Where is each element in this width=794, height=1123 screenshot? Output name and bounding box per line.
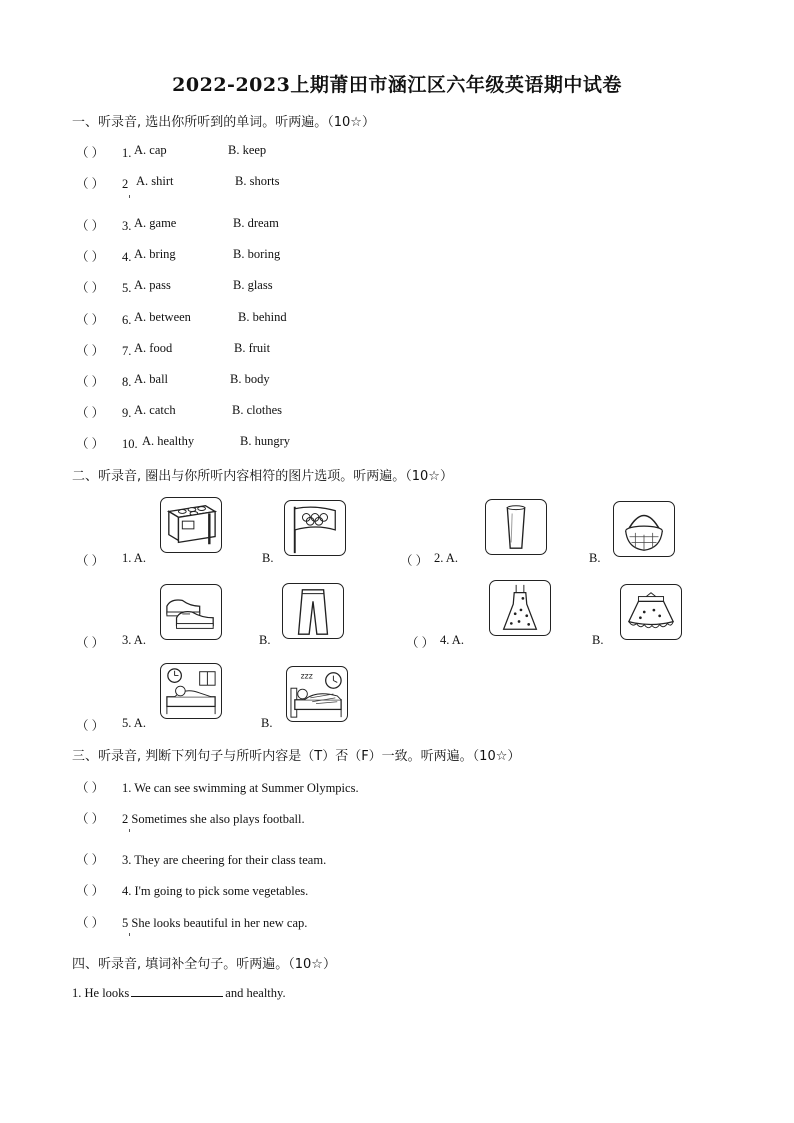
option-a: A. game	[134, 216, 177, 230]
option-b: B. body	[230, 372, 270, 386]
divider	[129, 195, 130, 198]
section1-heading: 一、听录音, 选出你所听到的单词。听两遍。（10☆）	[72, 115, 375, 130]
option-b: B. hungry	[240, 434, 290, 448]
olympic-flag-icon	[284, 500, 346, 556]
list-item: （ ） 9. A. catch B. clothes	[76, 403, 282, 420]
waking-up-icon	[160, 663, 222, 719]
list-item: （ ） 1. A.	[76, 551, 146, 568]
list-item: （ ） 5 She looks beautiful in her new cap.	[76, 916, 308, 930]
option-b: B. dream	[233, 216, 279, 230]
list-item: （ ） 2. A.	[400, 551, 458, 568]
option-b-label: B.	[262, 551, 274, 565]
list-item: （ ） 10. A. healthy B. hungry	[76, 434, 290, 451]
option-a: A. catch	[134, 403, 176, 417]
option-a: A. cap	[134, 143, 167, 157]
option-b-label: B.	[259, 633, 271, 647]
option-b-label: B.	[261, 716, 273, 730]
trousers-icon	[282, 583, 344, 639]
option-b: B. fruit	[234, 341, 271, 355]
section4-heading: 四、听录音, 填词补全句子。听两遍。（10☆）	[72, 957, 336, 972]
dress-icon	[489, 580, 551, 636]
option-b-label: B.	[592, 633, 604, 647]
option-a: A. pass	[134, 278, 171, 292]
page-title: 2022-2023上期莆田市涵江区六年级英语期中试卷	[172, 74, 622, 96]
option-a: A. bring	[134, 247, 176, 261]
divider	[129, 933, 130, 936]
option-b: B. glass	[233, 278, 273, 292]
list-item: （ ） 7. A. food B. fruit	[76, 341, 271, 358]
list-item: （ ） 5. A.	[76, 716, 146, 733]
option-a: A. healthy	[142, 434, 195, 448]
sleeping-icon	[286, 666, 348, 722]
fill-in-sentence: 1. He looks and healthy.	[72, 986, 286, 1000]
divider	[129, 829, 130, 832]
skirt-icon	[620, 584, 682, 640]
option-a: A. between	[134, 310, 191, 324]
list-item: （ ） 3. They are cheering for their class team.	[76, 853, 327, 867]
option-a: A. food	[134, 341, 173, 355]
list-item: （ ） 4. A.	[406, 633, 464, 650]
option-b: B. behind	[238, 310, 287, 324]
desk-icon	[160, 497, 222, 553]
list-item: （ ） 4. A. bring B. boring	[76, 247, 281, 264]
option-b: B. shorts	[235, 174, 280, 188]
option-b: B. clothes	[232, 403, 282, 417]
basket-icon	[613, 501, 675, 557]
section3-heading: 三、听录音, 判断下列句子与所听内容是（T）否（F）一致。听两遍。（10☆）	[72, 749, 521, 764]
list-item: （ ） 4. I'm going to pick some vegetables.	[76, 884, 309, 898]
list-item: （ ） 6. A. between B. behind	[76, 310, 287, 327]
list-item: （ ） 3. A.	[76, 633, 146, 650]
option-a: A. shirt	[136, 174, 174, 188]
option-b: B. keep	[228, 143, 267, 157]
glass-icon	[485, 499, 547, 555]
list-item: （ ） 3. A. game B. dream	[76, 216, 279, 233]
list-item: （ ） 5. A. pass B. glass	[76, 278, 273, 295]
option-a: A. ball	[134, 372, 169, 386]
answer-blank[interactable]	[131, 985, 223, 997]
option-b: B. boring	[233, 247, 281, 261]
svg-text:zzz: zzz	[300, 671, 313, 681]
list-item: （ ） 8. A. ball B. body	[76, 372, 270, 389]
list-item: （ ） 2 A. shirt B. shorts	[76, 174, 280, 191]
list-item: （ ） 1. A. cap B. keep	[76, 143, 267, 160]
list-item: （ ） 1. We can see swimming at Summer Olympics.	[76, 781, 359, 795]
section2-heading: 二、听录音, 圈出与你所听内容相符的图片选项。听两遍。（10☆）	[72, 469, 453, 484]
list-item: （ ） 2 Sometimes she also plays football.	[76, 812, 305, 826]
sneakers-icon	[160, 584, 222, 640]
option-b-label: B.	[589, 551, 601, 565]
